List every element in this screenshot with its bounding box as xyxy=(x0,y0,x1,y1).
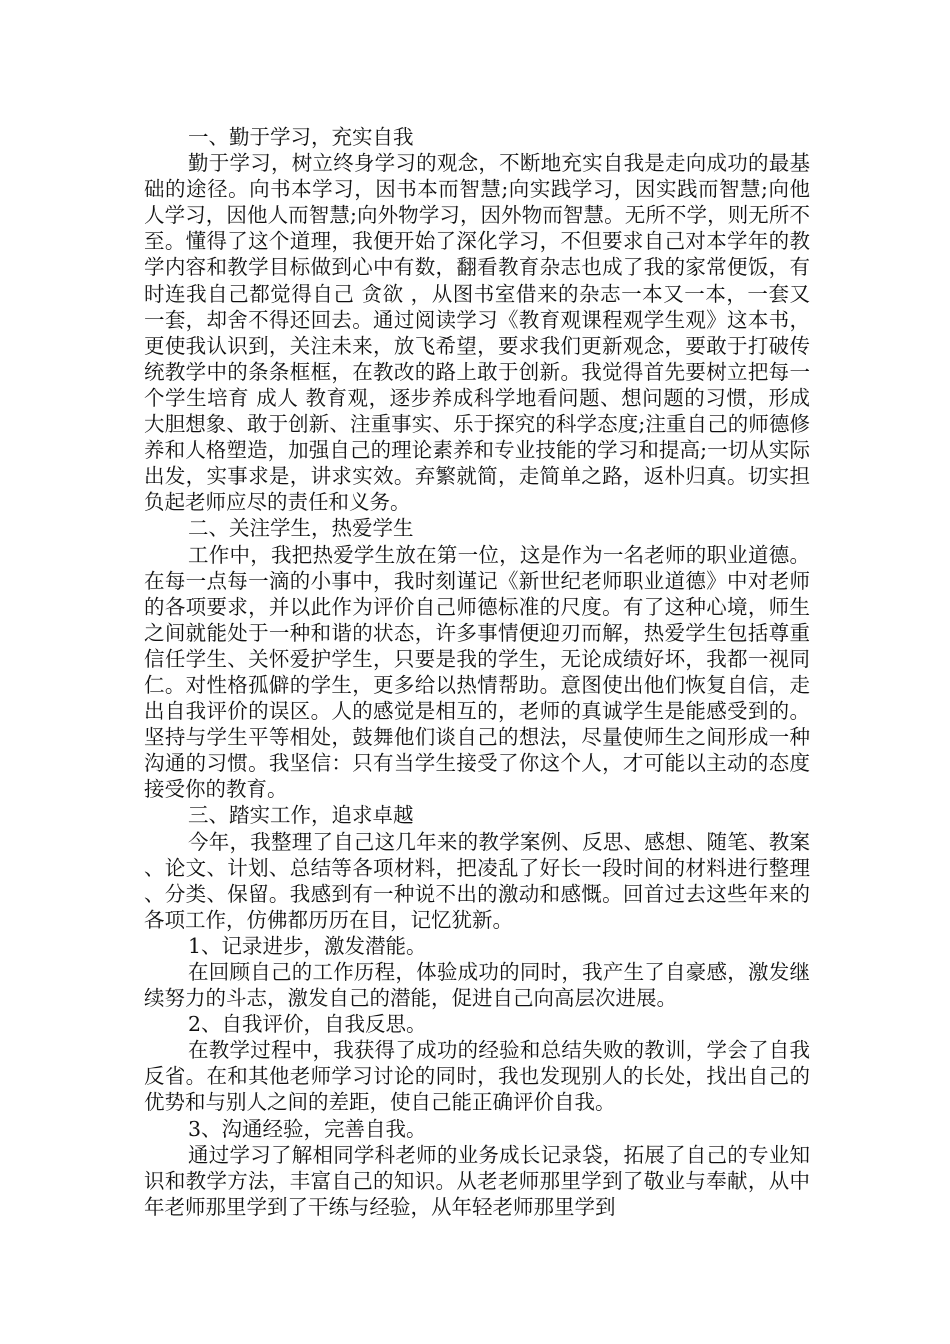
section-heading-3: 三、踏实工作，追求卓越 xyxy=(188,803,414,828)
paragraph-study: 勤于学习，树立终身学习的观念，不断地充实自我是走向成功的最基础的途径。向书本学习，因书本而智慧;向实践学习，因实践而智慧;向他人学习，因他人而智慧;向外物学习，因外物而智慧。无所不学，则无所不至。懂得了这个道理，我便开始了深化学习，不但要求自己对本学年的教学内容和教学目标做到心中有数，翻看教育杂志也成了我的家常便饭，有时连我自己都觉得自己 贪欲 ，从图书室借来的杂志一本又一本，一套又一套，却舍不得还回去。通过阅读学习《教育观课程观学生观》这本书，更使我认识到，关注未来，放飞希望，要求我们更新观念，要敢于打破传统教学中的条条框框，在教改的路上敢于创新。我觉得首先要树立把每一个学生培育 成人 教育观，逐步养成科学地看问题、想问题的习惯，形成大胆想象、敢于创新、注重事实、乐于探究的科学态度;注重自己的师德修养和人格塑造，加强自己的理论素养和专业技能的学习和提高;一切从实际出发，实事求是，讲求实效。弃繁就简，走简单之路，返朴归真。切实担负起老师应尽的责任和义务。 xyxy=(144,151,810,515)
document-body xyxy=(144,124,810,1220)
paragraph-work: 今年，我整理了自己这几年来的教学案例、反思、感想、随笔、教案、论文、计划、总结等各项材料，把凌乱了好长一段时间的材料进行整理、分类、保留。我感到有一种说不出的激动和感慨。回首过去这些年来的各项工作，仿佛都历历在目，记忆犹新。 xyxy=(144,829,810,932)
section-heading-1: 一、勤于学习，充实自我 xyxy=(188,125,414,149)
subheading-3: 3、沟通经验，完善自我。 xyxy=(188,1116,427,1141)
paragraph-self-evaluation: 在教学过程中，我获得了成功的经验和总结失败的教训，学会了自我反省。在和其他老师学习讨论的同时，我也发现别人的长处，找出自己的优势和与别人之间的差距，使自己能正确评价自我。 xyxy=(144,1038,810,1115)
paragraph-communication: 通过学习了解相同学科老师的业务成长记录袋，拓展了自己的专业知识和教学方法，丰富自己的知识。从老老师那里学到了敬业与奉献，从中年老师那里学到了干练与经验，从年轻老师那里学到 xyxy=(144,1142,810,1219)
paragraph-progress: 在回顾自己的工作历程，体验成功的同时，我产生了自豪感，激发继续努力的斗志，激发自己的潜能，促进自己向高层次进展。 xyxy=(144,960,810,1011)
paragraph-care-students: 工作中，我把热爱学生放在第一位，这是作为一名老师的职业道德。在每一点每一滴的小事中，我时刻谨记《新世纪老师职业道德》中对老师的各项要求，并以此作为评价自己师德标准的尺度。有了这种心境，师生之间就能处于一种和谐的状态，许多事情便迎刃而解，热爱学生包括尊重信任学生、关怀爱护学生，只要是我的学生，无论成绩好坏，我都一视同仁。对性格孤僻的学生，更多给以热情帮助。意图使出他们恢复自信，走出自我评价的误区。人的感觉是相互的，老师的真诚学生是能感受到的。坚持与学生平等相处，鼓舞他们谈自己的想法，尽量使师生之间形成一种沟通的习惯。我坚信：只有当学生接受了你这个人，才可能以主动的态度接受你的教育。 xyxy=(144,542,810,802)
subheading-2: 2、自我评价，自我反思。 xyxy=(188,1012,427,1037)
section-heading-2: 二、关注学生，热爱学生 xyxy=(188,516,414,541)
subheading-1: 1、记录进步，激发潜能。 xyxy=(188,933,427,958)
